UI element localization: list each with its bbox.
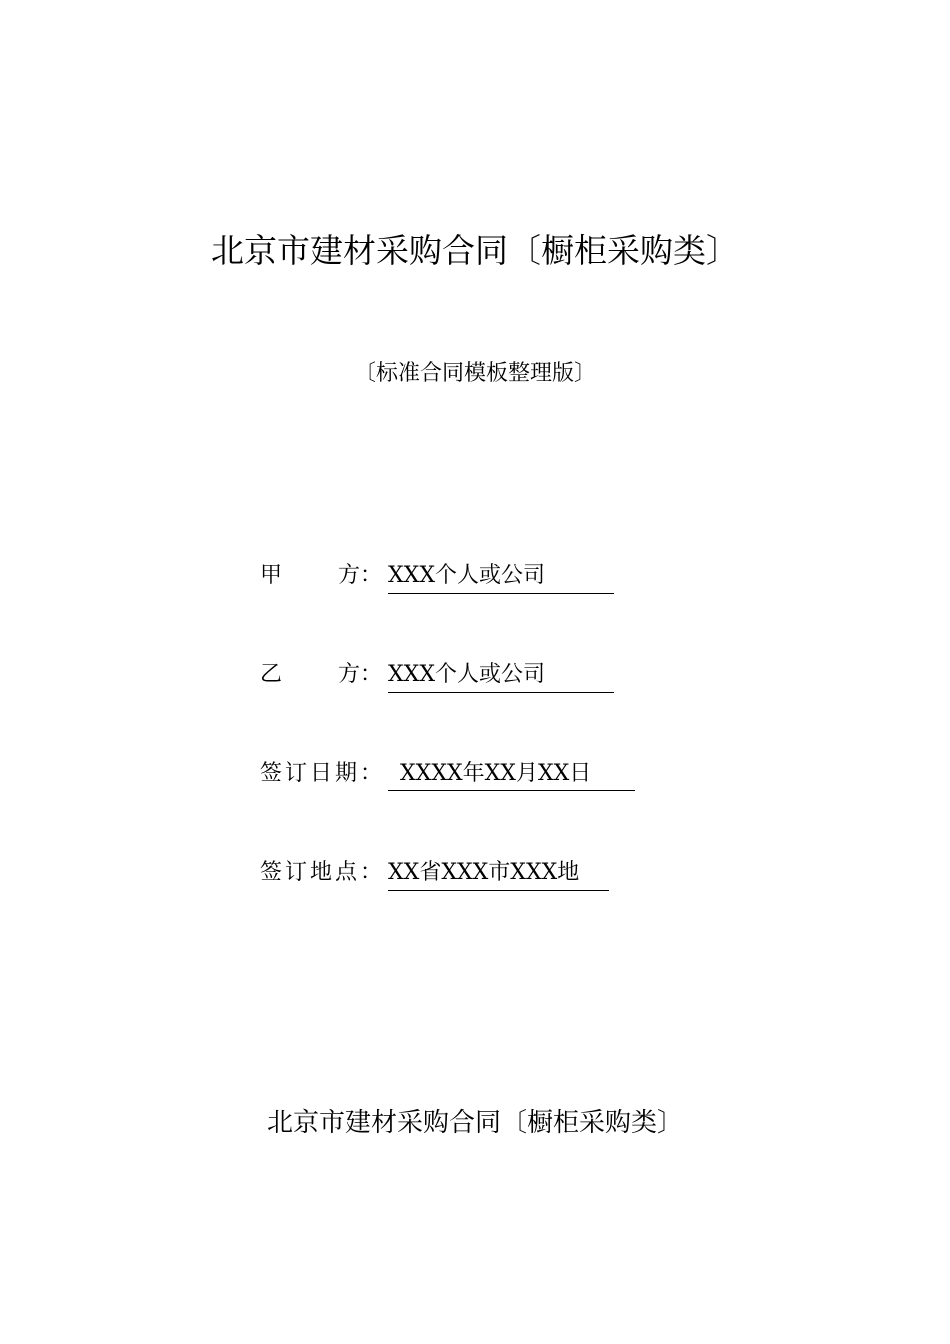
party-b-value bbox=[388, 658, 614, 693]
party-a-label-suffix: 方： bbox=[338, 563, 383, 588]
party-b-label-char: 乙 bbox=[260, 662, 283, 687]
signing-place-value-text: XX省XXX市XXX地 bbox=[388, 860, 580, 885]
signing-place-label-text: 签订地点： bbox=[260, 860, 386, 885]
signing-date-value-text: XXXX年XX月XX日 bbox=[400, 761, 592, 786]
signing-date-value bbox=[388, 757, 635, 791]
document-title: 北京市建材采购合同〔橱柜采购类〕 bbox=[211, 231, 739, 270]
signing-place-value bbox=[388, 856, 609, 891]
party-a-label bbox=[260, 559, 390, 593]
footer-title: 北京市建材采购合同〔橱柜采购类〕 bbox=[266, 1108, 683, 1138]
party-a-label-char: 甲 bbox=[260, 563, 283, 588]
party-b-label-suffix: 方： bbox=[338, 662, 383, 687]
signing-date-label-text: 签订日期： bbox=[260, 761, 386, 786]
signing-date-label bbox=[260, 757, 390, 791]
party-b-value-text: XXX个人或公司 bbox=[388, 662, 545, 687]
party-a-value bbox=[388, 559, 614, 594]
document-subtitle: 〔标准合同模板整理版〕 bbox=[353, 361, 596, 386]
party-a-value-text: XXX个人或公司 bbox=[388, 563, 545, 588]
party-b-label bbox=[260, 658, 390, 692]
signing-place-label bbox=[260, 856, 390, 890]
